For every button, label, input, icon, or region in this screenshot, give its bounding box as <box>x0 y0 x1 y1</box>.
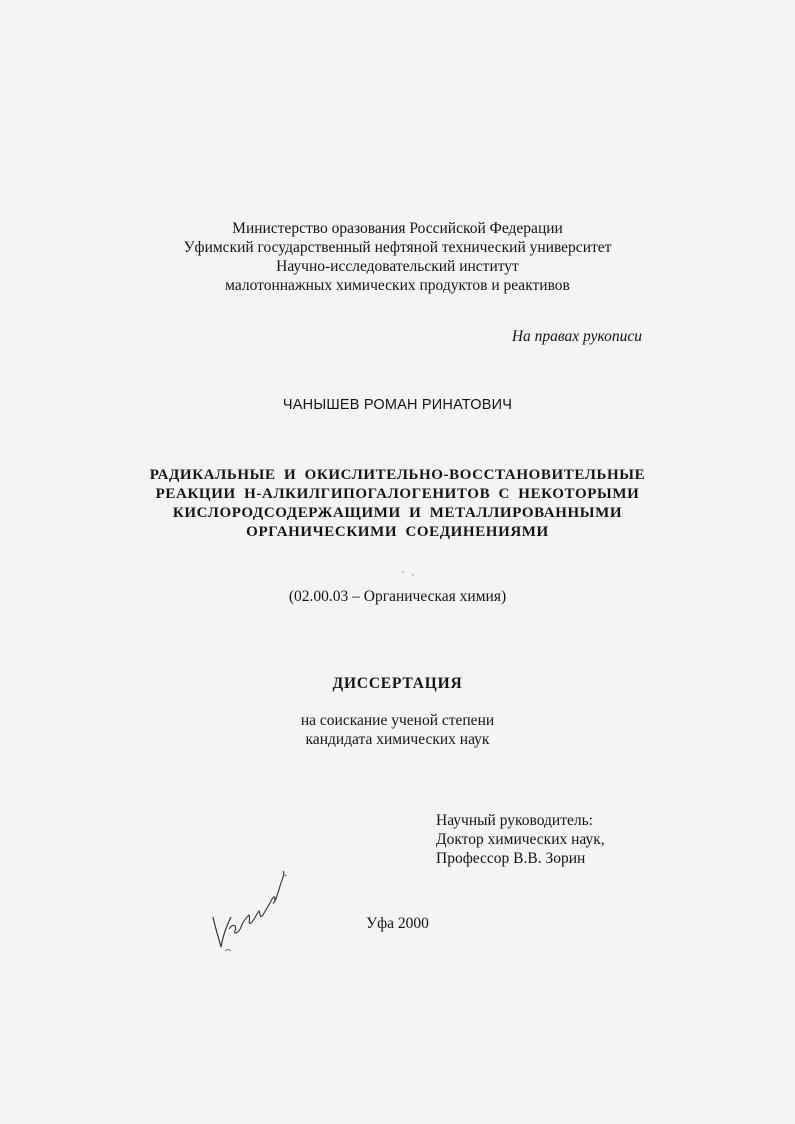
degree-line-2: кандидата химических наук <box>305 731 490 748</box>
institute-line: Научно-исследовательский институт <box>276 258 519 275</box>
document-type: ДИССЕРТАЦИЯ <box>332 675 463 692</box>
handwritten-signature <box>205 855 295 955</box>
institute-subline: малотоннажных химических продуктов и реактивов <box>225 277 570 294</box>
advisor-degree: Доктор химических наук, <box>436 831 605 848</box>
author-name: ЧАНЫШЕВ РОМАН РИНАТОВИЧ <box>282 397 513 413</box>
advisor-block <box>436 811 696 868</box>
advisor-name: Профессор В.В. Зорин <box>436 850 586 867</box>
dissertation-title <box>0 466 795 542</box>
place-year: Уфа 2000 <box>366 915 429 932</box>
ministry-line: Министерство оразования Российской Федерации <box>232 220 563 237</box>
institution-header <box>0 219 795 295</box>
manuscript-note: На правах рукописи <box>511 328 642 345</box>
degree-line-1: на соискание ученой степени <box>300 712 495 729</box>
advisor-label: Научный руководитель: <box>436 812 593 829</box>
university-line: Уфимский государственный нефтяной технический университет <box>183 239 612 256</box>
title-line-4: ОРГАНИЧЕСКИМИ СОЕДИНЕНИЯМИ <box>246 524 549 540</box>
degree-info <box>0 711 795 749</box>
specialty-code: (02.00.03 – Органическая химия) <box>288 588 507 605</box>
title-line-3: КИСЛОРОДСОДЕРЖАЩИМИ И МЕТАЛЛИРОВАННЫМИ <box>172 505 623 521</box>
scan-speck <box>407 566 408 567</box>
scan-speck <box>402 571 404 573</box>
scan-speck <box>412 574 414 576</box>
title-line-2: РЕАКЦИИ Н-АЛКИЛГИПОГАЛОГЕНИТОВ С НЕКОТОРЫМИ <box>155 486 640 502</box>
title-line-1: РАДИКАЛЬНЫЕ И ОКИСЛИТЕЛЬНО-ВОССТАНОВИТЕЛЬНЫЕ <box>149 467 646 483</box>
